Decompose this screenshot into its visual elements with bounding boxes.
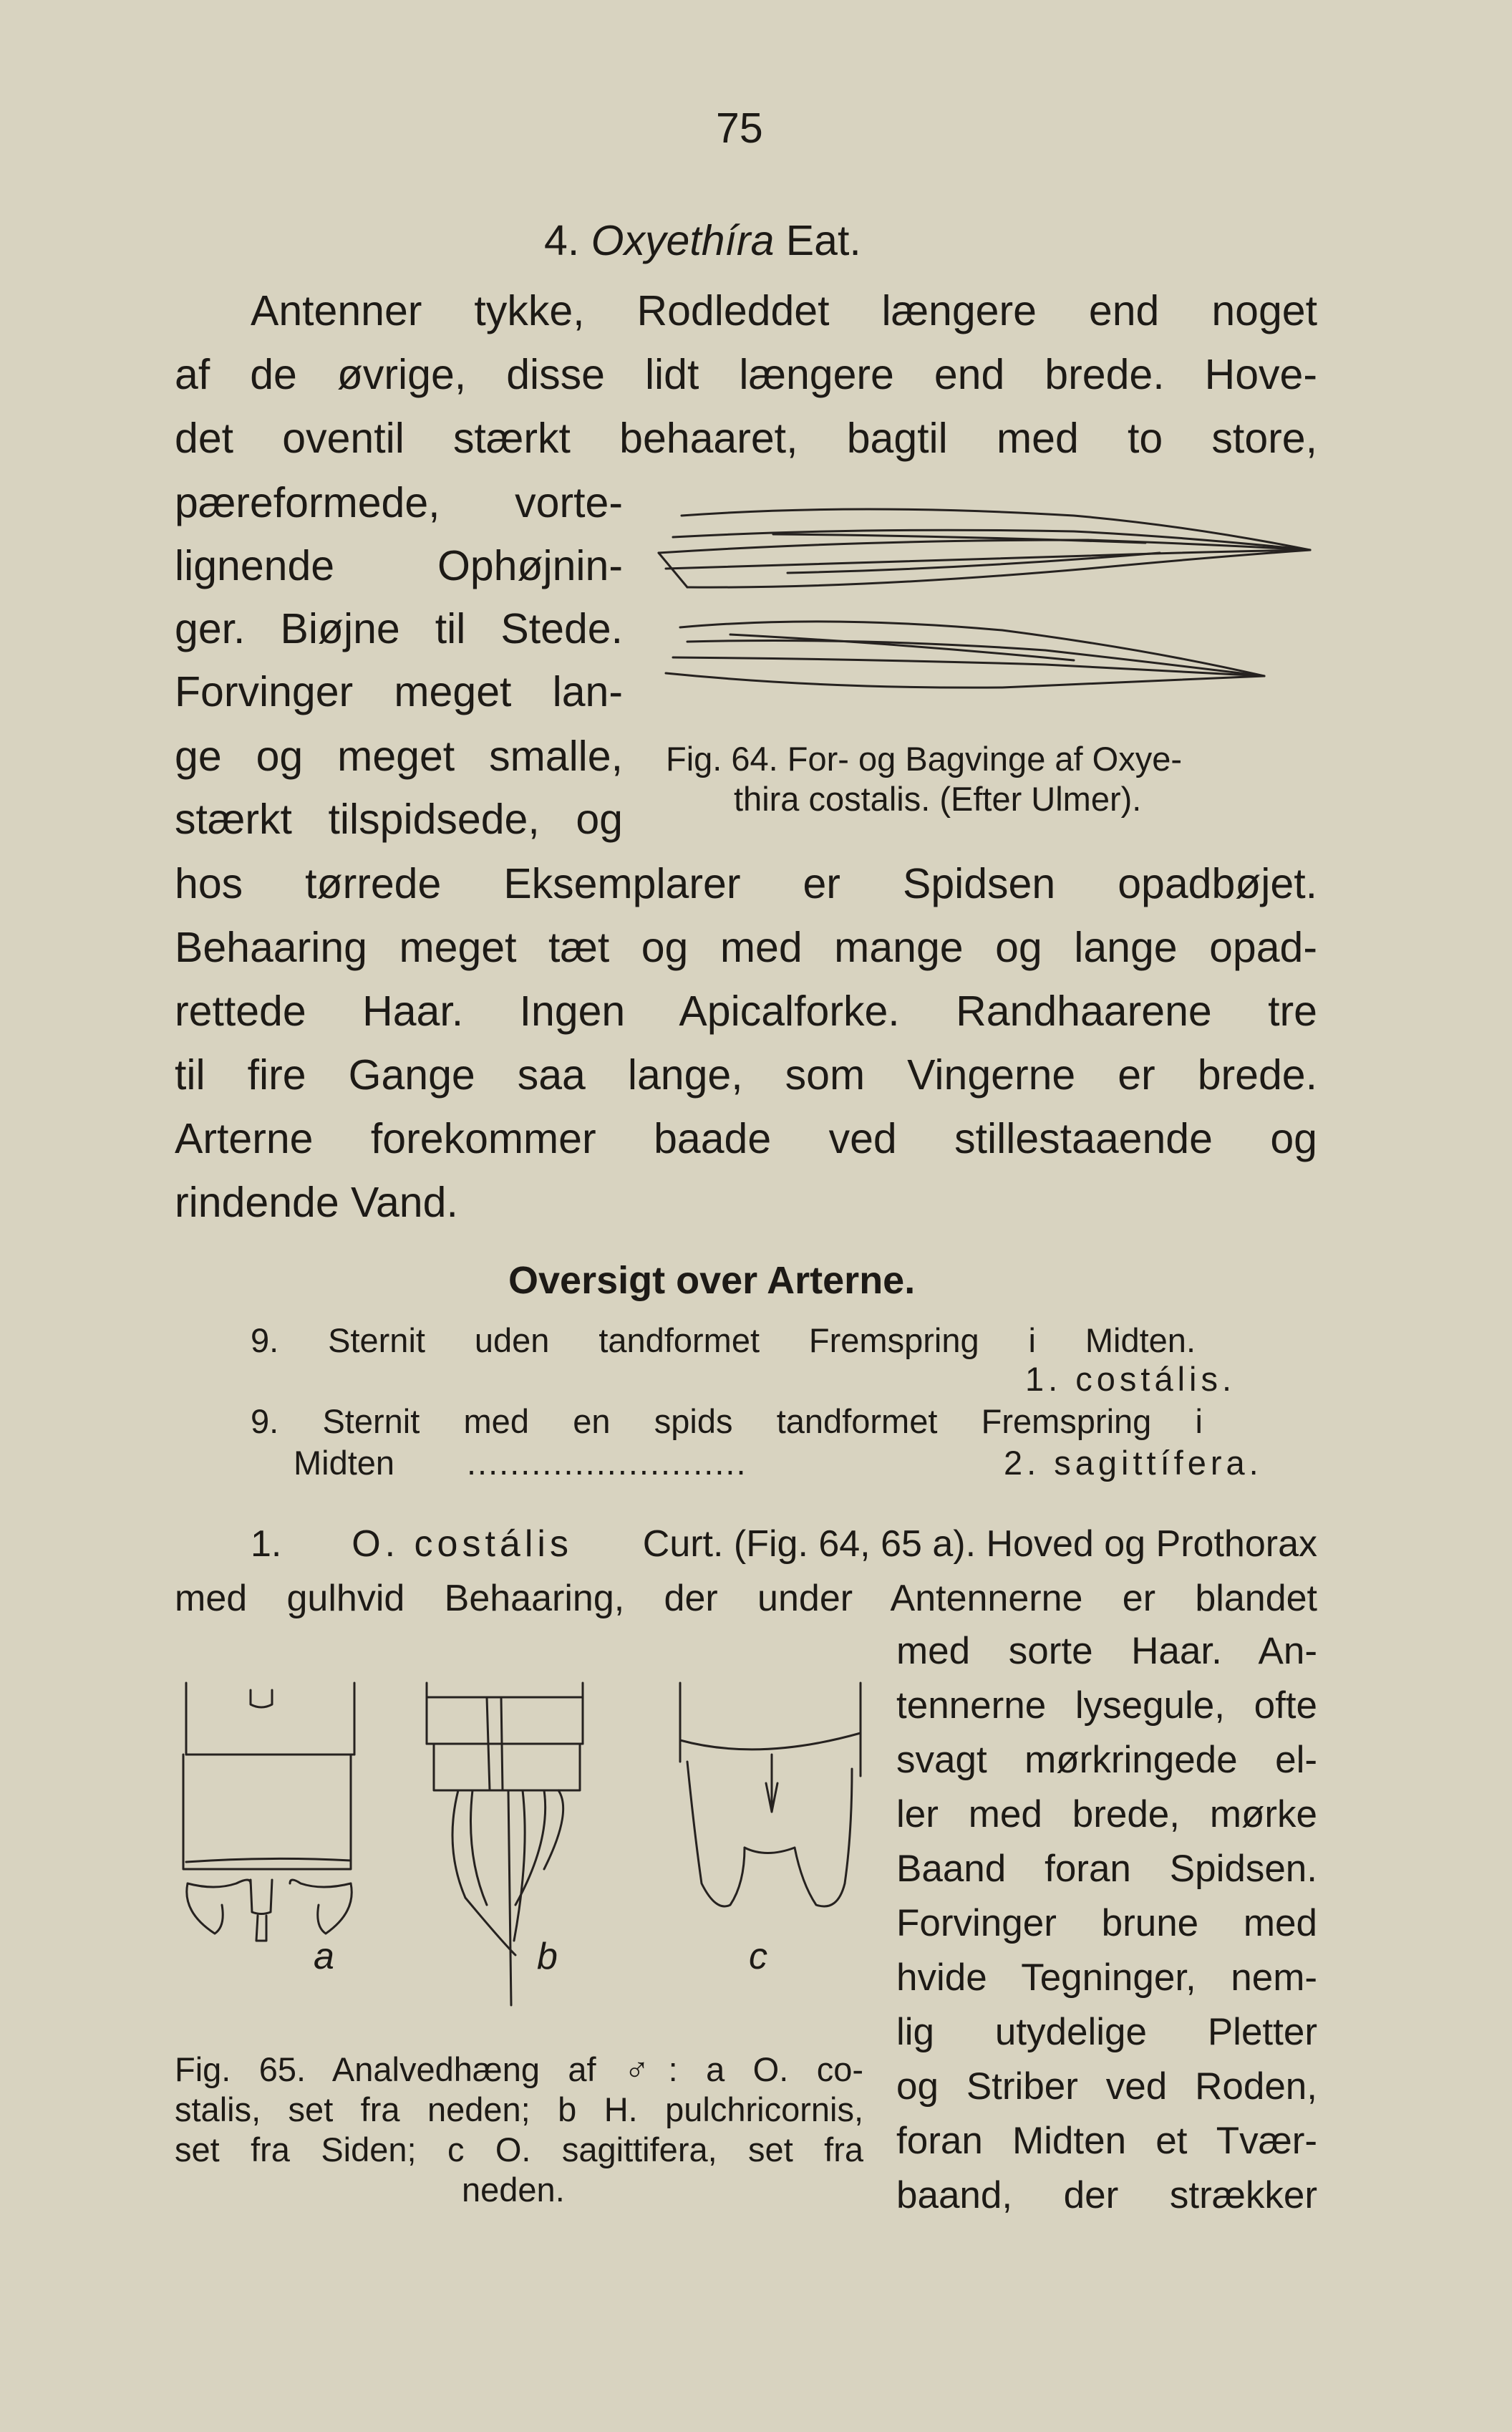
hindwing xyxy=(666,622,1264,687)
key-line: 9. Sternit uden tandformet Fremspring i Midten. xyxy=(251,1321,1196,1359)
species-entry-rest: Curt. (Fig. 64, 65 a). Hoved og Prothorax xyxy=(642,1523,1317,1565)
fig65b-drawing xyxy=(427,1683,583,2005)
fig65-label-c: c xyxy=(749,1936,767,1977)
body-line: lignende Ophøjnin- xyxy=(175,542,623,589)
body-line: Baand foran Spidsen. xyxy=(896,1848,1317,1890)
body-line: til fire Gange saa lange, som Vingerne er brede. xyxy=(175,1051,1317,1099)
body-line: ger. Biøjne til Stede. xyxy=(175,605,623,652)
body-line: pæreformede, vorte- xyxy=(175,479,623,526)
heading-genus: Oxyethíra xyxy=(591,217,775,264)
body-line: stærkt tilspidsede, og xyxy=(175,796,623,843)
body-line: Forvinger meget lan- xyxy=(175,668,623,715)
body-line: lig utydelige Pletter xyxy=(896,2011,1317,2053)
fig64-caption-line: Fig. 64. For- og Bagvinge af Oxye- xyxy=(666,740,1182,778)
body-line: baand, der strækker xyxy=(896,2174,1317,2216)
key-result: 1. costális. xyxy=(1025,1360,1236,1398)
fig65-label-a: a xyxy=(314,1936,334,1977)
fig65-caption-line: set fra Siden; c O. sagittifera, set fra xyxy=(175,2131,863,2168)
forewing xyxy=(659,509,1310,587)
body-line: Arterne forekommer baade ved stillestaaende og xyxy=(175,1115,1317,1162)
fig65-appendages-figure xyxy=(172,1669,888,2012)
fig65-caption-line: Fig. 65. Analvedhæng af ♂: a O. co- xyxy=(175,2050,863,2088)
page-number: 75 xyxy=(716,105,763,152)
species-number: 1. xyxy=(251,1523,282,1565)
body-line: hos tørrede Eksemplarer er Spidsen opadbøjet. xyxy=(175,860,1317,907)
body-line: ler med brede, mørke xyxy=(896,1793,1317,1835)
body-line: Antenner tykke, Rodleddet længere end noget xyxy=(251,287,1317,334)
fig65c-drawing xyxy=(680,1683,861,1906)
body-line: med gulhvid Behaaring, der under Antennerne er blandet xyxy=(175,1578,1317,1619)
species-entry-line xyxy=(251,1517,1317,1571)
key-line: Midten xyxy=(294,1444,395,1482)
body-line: rindende Vand. xyxy=(175,1179,458,1226)
section-heading xyxy=(544,209,861,272)
body-line: rettede Haar. Ingen Apicalforke. Randhaarene tre xyxy=(175,988,1317,1035)
body-line: hvide Tegninger, nem- xyxy=(896,1956,1317,1999)
heading-author: Eat. xyxy=(785,217,861,264)
fig65a-drawing xyxy=(183,1683,354,1941)
fig65-caption-line: neden. xyxy=(462,2171,565,2209)
body-line: foran Midten et Tvær- xyxy=(896,2120,1317,2162)
fig64-wings-figure xyxy=(644,494,1332,716)
body-line: Forvinger brune med xyxy=(896,1902,1317,1944)
key-line: 9. Sternit med en spids tandformet Fremspring i xyxy=(251,1402,1203,1440)
fig65-label-b: b xyxy=(537,1936,558,1977)
body-line: af de øvrige, disse lidt længere end brede. Hove- xyxy=(175,351,1317,398)
key-heading: Oversigt over Arterne. xyxy=(508,1259,916,1302)
body-line: Behaaring meget tæt og med mange og lange opad- xyxy=(175,924,1317,971)
body-line: tennerne lysegule, ofte xyxy=(896,1684,1317,1727)
heading-number: 4. xyxy=(544,217,580,264)
key-leader-dots: .......................... xyxy=(467,1444,747,1482)
body-line: og Striber ved Roden, xyxy=(896,2065,1317,2108)
fig64-caption-line: thira costalis. (Efter Ulmer). xyxy=(734,780,1142,818)
body-line: svagt mørkringede el- xyxy=(896,1739,1317,1781)
body-line: det oventil stærkt behaaret, bagtil med to store, xyxy=(175,415,1317,462)
body-line: ge og meget smalle, xyxy=(175,733,623,780)
key-result: 2. sagittífera. xyxy=(1004,1444,1263,1482)
fig65-caption-line: stalis, set fra neden; b H. pulchricornis, xyxy=(175,2090,863,2128)
body-line: med sorte Haar. An- xyxy=(896,1630,1317,1672)
species-name: O. costális xyxy=(352,1523,573,1565)
